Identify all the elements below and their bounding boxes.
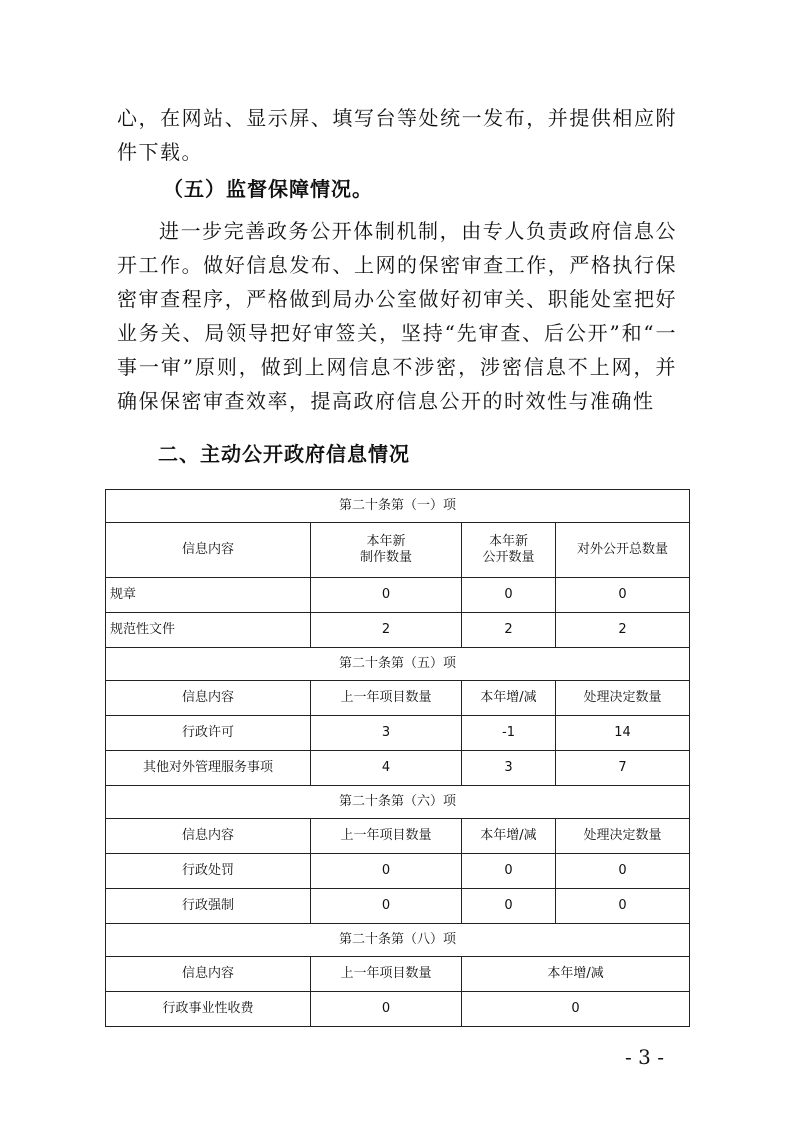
cell-value: 4 (311, 751, 462, 786)
section-heading-active-disclosure: 二、主动公开政府信息情况 (158, 442, 410, 466)
cell-value: 0 (556, 578, 690, 613)
cell-value: 14 (556, 716, 690, 751)
cell-value: 0 (462, 578, 556, 613)
column-header: 本年增/减 (462, 681, 556, 716)
table-header-row (106, 681, 690, 716)
cell-value: 0 (311, 889, 462, 924)
cell-value: 2 (311, 613, 462, 648)
row-label: 其他对外管理服务事项 (106, 751, 311, 786)
section-heading-supervision: （五）监督保障情况。 (163, 177, 373, 201)
paragraph-supervision: 进一步完善政务公开体制机制，由专人负责政府信息公开工作。做好信息发布、上网的保密审查工作，严格执行保密审查程序，严格做到局办公室做好初审关、职能处室把好业务关、局领导把好审签关，坚持“先审查、后公开”和“一事一审”原则，做到上网信息不涉密，涉密信息不上网，并确保保密审查效率，提高政府信息公开的时效性与准确性 (117, 219, 677, 413)
column-header: 本年增/减 (462, 957, 690, 992)
row-label: 规范性文件 (106, 613, 311, 648)
column-header: 处理决定数量 (556, 681, 690, 716)
row-label: 规章 (106, 578, 311, 613)
cell-value: 0 (311, 992, 462, 1027)
section-title: 第二十条第（八）项 (106, 924, 690, 957)
column-header: 信息内容 (106, 681, 311, 716)
cell-value: 3 (462, 751, 556, 786)
row-label: 行政强制 (106, 889, 311, 924)
column-header: 信息内容 (106, 957, 311, 992)
table-row (106, 889, 690, 924)
column-header: 对外公开总数量 (556, 523, 690, 578)
row-label: 行政处罚 (106, 854, 311, 889)
table-header-row (106, 957, 690, 992)
table-section-title-row (106, 648, 690, 681)
table-row (106, 854, 690, 889)
cell-value: 0 (462, 992, 690, 1027)
row-label: 行政事业性收费 (106, 992, 311, 1027)
paragraph-continuation: 心，在网站、显示屏、填写台等处统一发布，并提供相应附件下载。 (117, 106, 677, 164)
cell-value: 7 (556, 751, 690, 786)
cell-value: 0 (462, 854, 556, 889)
table-row (106, 992, 690, 1027)
column-header: 上一年项目数量 (311, 681, 462, 716)
cell-value: -1 (462, 716, 556, 751)
column-header: 信息内容 (106, 523, 311, 578)
cell-value: 2 (556, 613, 690, 648)
table-row (106, 578, 690, 613)
column-header: 上一年项目数量 (311, 957, 462, 992)
cell-value: 2 (462, 613, 556, 648)
row-label: 行政许可 (106, 716, 311, 751)
cell-value: 0 (556, 889, 690, 924)
section-title: 第二十条第（一）项 (106, 490, 690, 523)
section-title: 第二十条第（五）项 (106, 648, 690, 681)
table-section-title-row (106, 924, 690, 957)
cell-value: 0 (311, 578, 462, 613)
table-row (106, 613, 690, 648)
page-number: - 3 - (625, 1045, 664, 1069)
table-row (106, 751, 690, 786)
cell-value: 0 (311, 854, 462, 889)
table-row (106, 716, 690, 751)
column-header: 上一年项目数量 (311, 819, 462, 854)
disclosure-table (105, 489, 690, 1027)
column-header: 本年新 公开数量 (462, 523, 556, 578)
section-title: 第二十条第（六）项 (106, 786, 690, 819)
cell-value: 0 (462, 889, 556, 924)
table-section-title-row (106, 490, 690, 523)
table-section-title-row (106, 786, 690, 819)
cell-value: 0 (556, 854, 690, 889)
column-header: 处理决定数量 (556, 819, 690, 854)
table-header-row (106, 819, 690, 854)
column-header: 本年增/减 (462, 819, 556, 854)
column-header: 本年新 制作数量 (311, 523, 462, 578)
column-header: 信息内容 (106, 819, 311, 854)
table-header-row (106, 523, 690, 578)
cell-value: 3 (311, 716, 462, 751)
